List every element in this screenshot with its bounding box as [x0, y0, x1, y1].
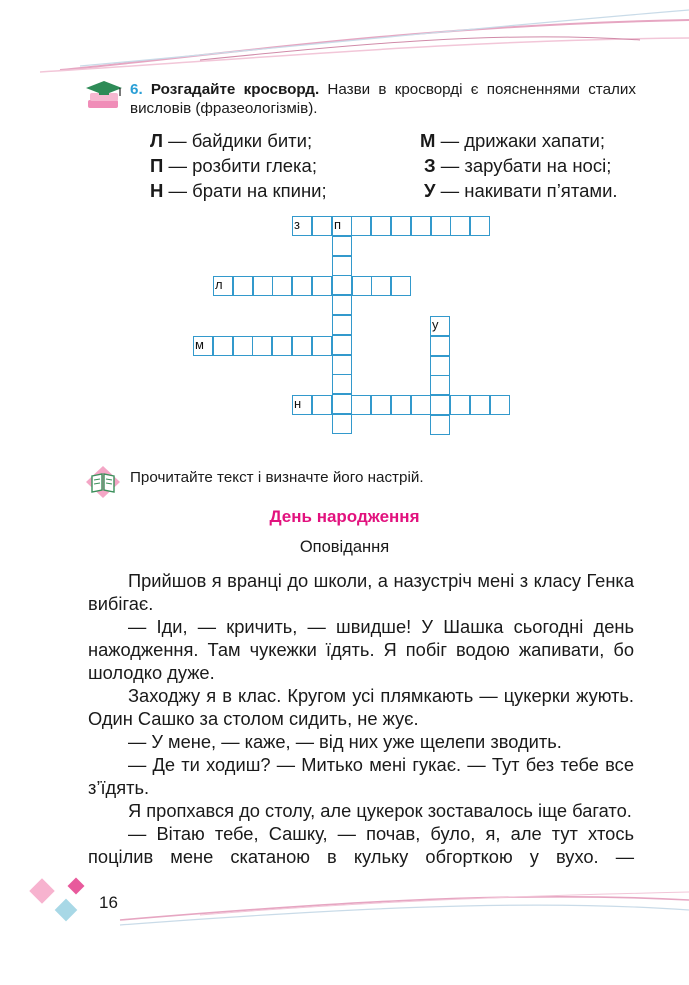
task-number: 6. [130, 81, 143, 98]
crossword-cell [430, 415, 450, 435]
task-description: Назви в кросворді є поясненнями сталих висловів (фразеологізмів). [130, 81, 636, 117]
crossword-cell [430, 336, 450, 356]
reading-instruction: Прочитайте текст і визначте його настрій. [130, 469, 424, 486]
story-text [88, 569, 634, 868]
crossword-cell [351, 395, 371, 415]
crossword-cell [292, 276, 312, 296]
story-paragraph: — Вітаю тебе, Сашку, — почав, було, я, але тут хтось поцілив мене скатаною в кульку обгорткою у вухо. — [88, 823, 634, 867]
crossword-cell [312, 216, 332, 236]
crossword-cell [352, 276, 372, 296]
crossword-cell [292, 336, 312, 356]
crossword-cell [252, 336, 272, 356]
crossword-cell [371, 276, 391, 296]
crossword-grid [0, 0, 689, 450]
story-paragraph: Прийшов я вранці до школи, а назустріч мені з класу Генка вибігає. [88, 570, 634, 614]
crossword-cell [332, 394, 352, 414]
crossword-cell [312, 336, 332, 356]
crossword-cell [312, 276, 332, 296]
clue-z: З — зарубати на носі; [424, 155, 612, 176]
crossword-cell [470, 216, 490, 236]
crossword-cell [332, 335, 352, 355]
crossword-cell [272, 276, 292, 296]
crossword-cell [233, 336, 253, 356]
crossword-cell [450, 216, 470, 236]
crossword-cell [391, 216, 411, 236]
crossword-cell [332, 236, 352, 256]
crossword-cell [490, 395, 510, 415]
clue-l: Л — байдики бити; [150, 130, 313, 151]
story-paragraph: Я пропхався до столу, але цукерок зоставалось іще багато. [128, 800, 632, 821]
open-book-icon [84, 464, 122, 505]
crossword-cell [351, 216, 371, 236]
task-title: Розгадайте кросворд. [150, 81, 320, 98]
crossword-start-label-m: м [195, 337, 204, 352]
story-paragraph: — У мене, — каже, — від них уже щелепи зводить. [128, 731, 562, 752]
crossword-cell [213, 336, 233, 356]
story-subtitle: Оповідання [299, 538, 390, 556]
crossword-cell [431, 216, 451, 236]
crossword-cell [332, 355, 352, 375]
crossword-cell [332, 295, 352, 315]
clue-p: П — розбити глека; [150, 155, 317, 176]
crossword-cell [391, 276, 411, 296]
crossword-cell [411, 216, 431, 236]
crossword-cell [312, 395, 332, 415]
crossword-cell [411, 395, 431, 415]
crossword-start-label-l: л [215, 277, 223, 292]
crossword-start-label-u: у [432, 317, 439, 332]
crossword-cell [470, 395, 490, 415]
crossword-cell [332, 256, 352, 276]
story-paragraph: — Де ти ходиш? — Митько мені гукає. — Тут без тебе все з’їдять. [88, 754, 634, 798]
story-paragraph: Заходжу я в клас. Кругом усі плямкають — цукерки жують. Один Сашко за столом сидить, не жує. [88, 685, 634, 729]
clue-m: М — дрижаки хапати; [420, 130, 606, 151]
crossword-cell [450, 395, 470, 415]
crossword-cell [332, 315, 352, 335]
story-title: День народження [269, 507, 420, 526]
crossword-cell [332, 414, 352, 434]
crossword-cell [391, 395, 411, 415]
crossword-cell [430, 395, 450, 415]
page-number: 16 [99, 893, 118, 912]
clue-u: У — накивати п’ятами. [424, 180, 618, 201]
clue-n: Н — брати на кпини; [150, 180, 327, 201]
crossword-cell [253, 276, 273, 296]
crossword-cell [272, 336, 292, 356]
crossword-start-label-n: н [294, 396, 302, 411]
crossword-cell [332, 275, 352, 295]
story-paragraph: — Іди, — кричить, — швидше! У Шашка сьогодні день нажодження. Там чукежки їдять. Я побіг водою жапивати, бо шолодко дуже. [88, 616, 634, 683]
crossword-cell [430, 375, 450, 395]
crossword-cell [371, 395, 391, 415]
crossword-cell [332, 374, 352, 394]
crossword-start-label-p: п [334, 217, 342, 232]
crossword-cell [233, 276, 253, 296]
crossword-start-label-z: з [294, 217, 300, 232]
crossword-cell [371, 216, 391, 236]
crossword-cell [430, 356, 450, 376]
